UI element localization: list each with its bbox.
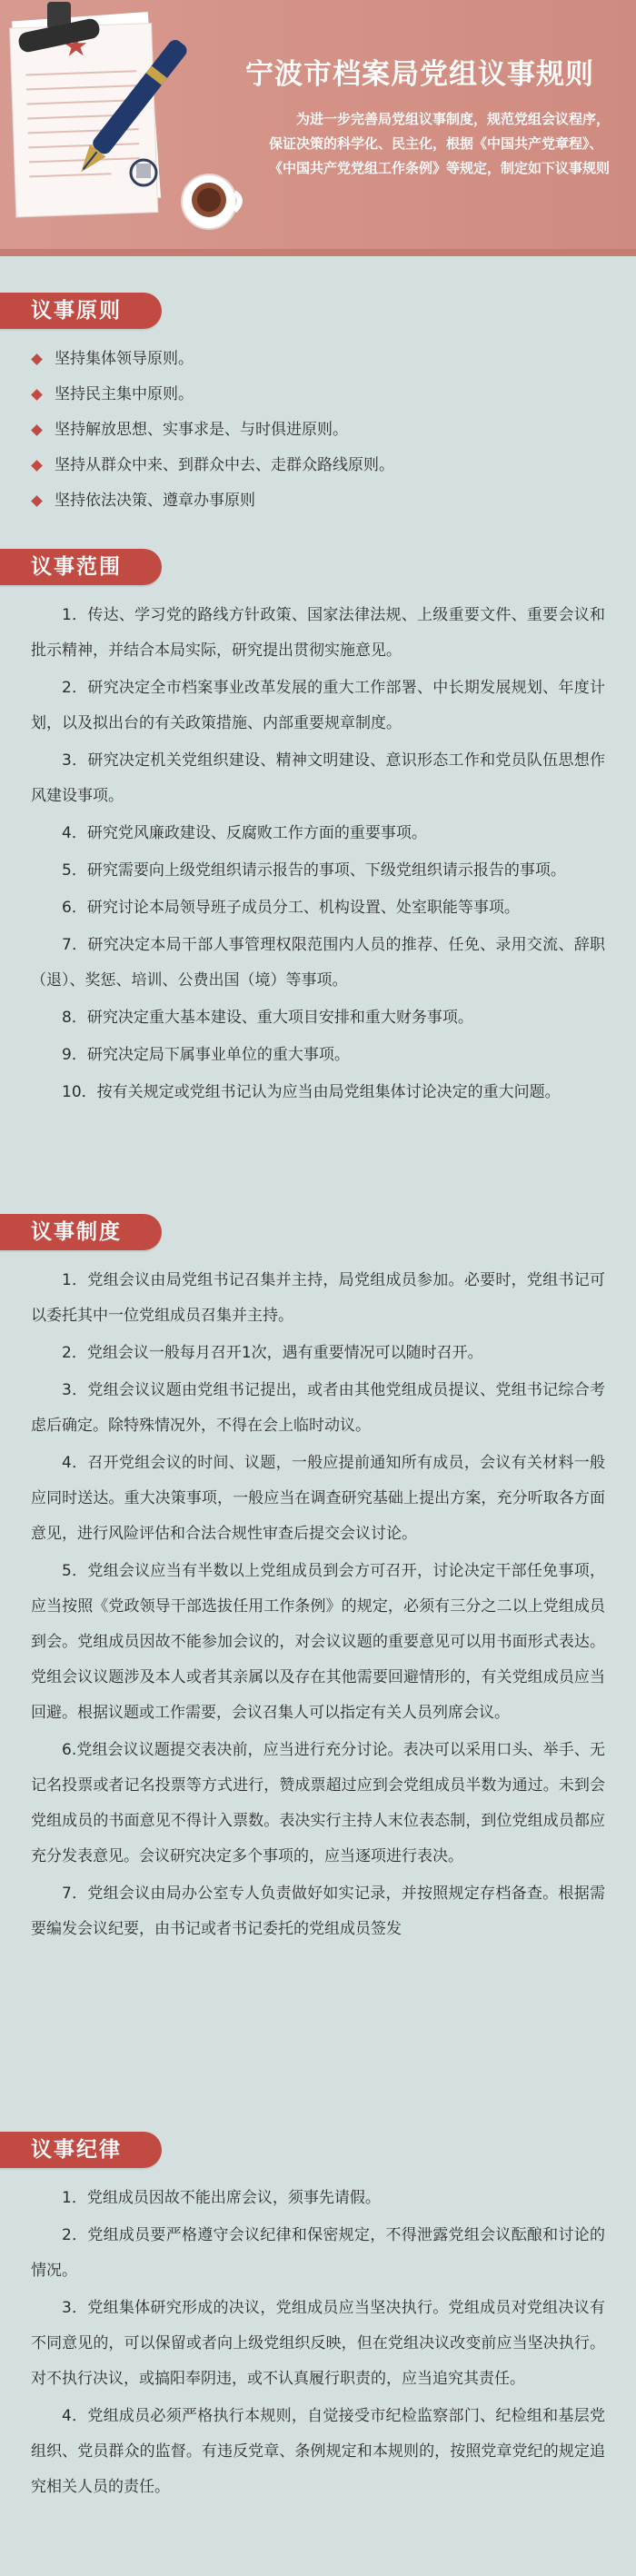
section-scope <box>0 549 636 1112</box>
paragraph: 1．传达、学习党的路线方针政策、国家法律法规、上级重要文件、重要会议和批示精神，并结合本局实际，研究提出贯彻实施意见。 <box>31 606 605 660</box>
paragraph: 3．党组集体研究形成的决议，党组成员应当坚决执行。党组成员对党组决议有不同意见的，可以保留或者向上级党组织反映，但在党组决议改变前应当坚决执行。对不执行决议，或搞阳奉阴违，或不认真履行职责的，应当追究其责任。 <box>31 2299 605 2388</box>
paragraph: 8．研究决定重大基本建设、重大项目安排和重大财务事项。 <box>62 1009 473 1027</box>
list-item: 坚持从群众中来、到群众中去、走群众路线原则。 <box>33 448 636 483</box>
paragraph: 7．党组会议由局办公室专人负责做好如实记录，并按照规定存档备查。根据需要编发会议纪要，由书记或者书记委托的党组成员签发 <box>31 1885 605 1938</box>
section-title-principles: 议事原则 <box>0 293 162 329</box>
paragraph: 2．党组会议一般每月召开1次，遇有重要情况可以随时召开。 <box>62 1344 483 1362</box>
system-paragraphs <box>0 1263 636 1947</box>
section-discipline <box>0 2132 636 2507</box>
diamond-bullet-icon <box>31 460 43 472</box>
paragraph: 1．党组会议由局党组书记召集并主持，局党组成员参加。必要时，党组书记可以委托其中一位党组成员召集并主持。 <box>31 1271 605 1325</box>
section-title-scope: 议事范围 <box>0 549 162 585</box>
section-principles <box>0 293 636 519</box>
document-pen-coffee-illustration <box>0 0 245 250</box>
paragraph: 5．研究需要向上级党组织请示报告的事项、下级党组织请示报告的事项。 <box>62 861 566 880</box>
diamond-bullet-icon <box>31 389 43 401</box>
paragraph: 6．研究讨论本局领导班子成员分工、机构设置、处室职能等事项。 <box>62 899 520 917</box>
paragraph: 10．按有关规定或党组书记认为应当由局党组集体讨论决定的重大问题。 <box>62 1083 561 1101</box>
paragraph: 2．研究决定全市档案事业改革发展的重大工作部署、中长期发展规划、年度计划，以及拟出台的有关政策措施、内部重要规章制度。 <box>31 679 605 732</box>
paragraph: 5．党组会议应当有半数以上党组成员到会方可召开，讨论决定干部任免事项，应当按照《党政领导干部选拔任用工作条例》的规定，必须有三分之二以上党组成员到会。党组成员因故不能参加会议的，对会议议题的重要意见可以用书面形式表达。党组会议议题涉及本人或者其亲属以及存在其他需要回避情形的，有关党组成员应当回避。根据议题或工作需要，会议召集人可以指定有关人员列席会议。 <box>31 1562 605 1722</box>
discipline-paragraphs <box>0 2181 636 2505</box>
intro-text: 为进一步完善局党组议事制度，规范党组会议程序，保证决策的科学化、民主化，根据《中国共产党章程》、《中国共产党党组工作条例》等规定，制定如下议事规则 <box>269 111 611 176</box>
paragraph: 4．研究党风廉政建设、反腐败工作方面的重要事项。 <box>62 824 427 842</box>
section-title-discipline: 议事纪律 <box>0 2132 162 2168</box>
section-title-system: 议事制度 <box>0 1214 162 1250</box>
list-item: 坚持依法决策、遵章办事原则 <box>33 483 636 519</box>
diamond-bullet-icon <box>31 353 43 365</box>
list-item: 坚持民主集中原则。 <box>33 377 636 413</box>
paragraph: 4．召开党组会议的时间、议题，一般应提前通知所有成员，会议有关材料一般应同时送达。重大决策事项，一般应当在调查研究基础上提出方案，充分听取各方面意见，进行风险评估和合法合规性审查后提交会议讨论。 <box>31 1454 605 1543</box>
paragraph: 1．党组成员因故不能出席会议，须事先请假。 <box>62 2189 381 2207</box>
list-item: 坚持集体领导原则。 <box>33 342 636 377</box>
principles-list <box>0 342 636 519</box>
scope-paragraphs <box>0 598 636 1110</box>
paragraph: 2．党组成员要严格遵守会议纪律和保密规定，不得泄露党组会议酝酿和讨论的情况。 <box>31 2226 605 2280</box>
section-system <box>0 1214 636 1949</box>
paragraph: 9．研究决定局下属事业单位的重大事项。 <box>62 1046 350 1064</box>
header-banner <box>0 0 636 256</box>
diamond-bullet-icon <box>31 424 43 436</box>
paragraph: 3．党组会议议题由党组书记提出，或者由其他党组成员提议、党组书记综合考虑后确定。除特殊情况外，不得在会上临时动议。 <box>31 1381 605 1435</box>
diamond-bullet-icon <box>31 495 43 507</box>
page-title: 宁波市档案局党组议事规则 <box>245 58 594 91</box>
paragraph: 3．研究决定机关党组织建设、精神文明建设、意识形态工作和党员队伍思想作风建设事项。 <box>31 751 605 805</box>
paragraph: 7．研究决定本局干部人事管理权限范围内人员的推荐、任免、录用交流、辞职（退）、奖惩、培训、公费出国（境）等事项。 <box>31 936 605 990</box>
paragraph: 6.党组会议议题提交表决前，应当进行充分讨论。表决可以采用口头、举手、无记名投票或者记名投票等方式进行，赞成票超过应到会党组成员半数为通过。未到会党组成员的书面意见不得计入票数。表决实行主持人末位表态制，到位党组成员都应充分发表意见。会议研究决定多个事项的，应当逐项进行表决。 <box>31 1741 605 1865</box>
paragraph: 4．党组成员必须严格执行本规则，自觉接受市纪检监察部门、纪检组和基层党组织、党员群众的监督。有违反党章、条例规定和本规则的，按照党章党纪的规定追究相关人员的责任。 <box>31 2407 605 2496</box>
list-item: 坚持解放思想、实事求是、与时俱进原则。 <box>33 413 636 448</box>
